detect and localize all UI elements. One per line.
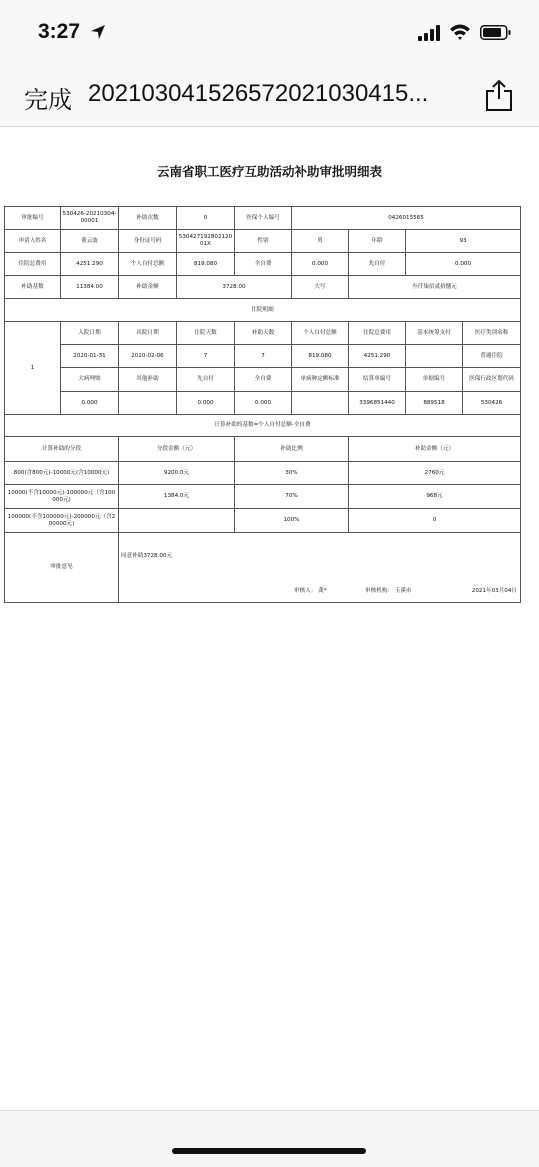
battery-icon xyxy=(480,25,512,40)
opinion-text: 同意补助3728.00元 xyxy=(121,553,173,559)
calc-header-row xyxy=(5,437,521,462)
calc-header: 补助比例 xyxy=(235,437,349,462)
detail-cell: 4251.290 xyxy=(349,345,406,368)
opinion-cell xyxy=(119,533,521,603)
value-insure-no: 0426015565 xyxy=(292,207,521,230)
info-row-4 xyxy=(5,276,521,299)
location-arrow-icon xyxy=(90,24,106,40)
detail-header: 医疗类别名称 xyxy=(463,322,521,345)
calc-cell: 70% xyxy=(235,485,349,509)
done-button[interactable]: 完成 xyxy=(24,86,72,114)
document-viewer[interactable] xyxy=(0,127,539,1110)
value-self-total: 819.080 xyxy=(177,253,235,276)
calc-cell: 9200.0元 xyxy=(119,462,235,485)
label-insure-no: 医保个人编号 xyxy=(235,207,292,230)
detail-header-row-2 xyxy=(5,368,521,392)
label-times: 补助次数 xyxy=(119,207,177,230)
calc-title-row xyxy=(5,415,521,437)
calc-row xyxy=(5,462,521,485)
document-title: 202103041526572021030415... xyxy=(88,80,429,107)
value-gender: 男 xyxy=(292,230,349,253)
detail-cell xyxy=(406,345,463,368)
calc-row xyxy=(5,485,521,509)
share-icon[interactable] xyxy=(484,78,514,112)
detail-cell: 0.000 xyxy=(177,392,235,415)
detail-value-row-2 xyxy=(5,392,521,415)
nav-bar xyxy=(0,66,539,127)
calc-row xyxy=(5,509,521,533)
info-row-2 xyxy=(5,230,521,253)
detail-header: 住院天数 xyxy=(177,322,235,345)
detail-header: 补助天数 xyxy=(235,322,292,345)
detail-header: 结算单编号 xyxy=(349,368,406,392)
detail-cell xyxy=(292,392,349,415)
label-amount: 补助金额 xyxy=(119,276,177,299)
form-title: 云南省职工医疗互助活动补助审批明细表 xyxy=(156,164,382,179)
calc-header: 计算补助的分段 xyxy=(5,437,119,462)
opinion-reviewer: 审核人： 龚* xyxy=(294,588,327,594)
value-times: 0 xyxy=(177,207,235,230)
detail-value-row-1 xyxy=(5,345,521,368)
calc-cell: 2760元 xyxy=(349,462,521,485)
detail-cell: 2020-01-31 xyxy=(61,345,119,368)
calc-cell: 100% xyxy=(235,509,349,533)
label-gender: 性别 xyxy=(235,230,292,253)
detail-header: 单据编号 xyxy=(406,368,463,392)
value-name: 董云波 xyxy=(61,230,119,253)
value-base: 11384.00 xyxy=(61,276,119,299)
detail-header-row-1 xyxy=(5,322,521,345)
calc-cell: 0 xyxy=(349,509,521,533)
detail-header: 出院日期 xyxy=(119,322,177,345)
label-first-self: 先自付 xyxy=(349,253,406,276)
detail-cell: 0.000 xyxy=(235,392,292,415)
detail-cell: 889518 xyxy=(406,392,463,415)
label-name: 申请人姓名 xyxy=(5,230,61,253)
detail-header: 住院总费用 xyxy=(349,322,406,345)
value-first-self: 0.000 xyxy=(406,253,521,276)
value-approval-no: 530426-20210304-00001 xyxy=(61,207,119,230)
label-total-fee: 住院总费用 xyxy=(5,253,61,276)
cellular-signal-icon xyxy=(418,25,442,41)
label-id: 身份证号码 xyxy=(119,230,177,253)
detail-header: 先自付 xyxy=(177,368,235,392)
bottom-toolbar xyxy=(0,1110,539,1167)
label-approval-no: 审批编号 xyxy=(5,207,61,230)
detail-header: 基本统筹支付 xyxy=(406,322,463,345)
opinion-row xyxy=(5,533,521,603)
detail-index: 1 xyxy=(5,322,61,415)
calc-header: 分段金额（元） xyxy=(119,437,235,462)
detail-header: 入院日期 xyxy=(61,322,119,345)
opinion-org: 审核机构： 玉溪市 xyxy=(365,588,412,594)
detail-cell: 7 xyxy=(235,345,292,368)
label-age: 年龄 xyxy=(349,230,406,253)
approval-table xyxy=(4,206,521,603)
label-self-total: 个人自付总额 xyxy=(119,253,177,276)
calc-header: 补助金额（元） xyxy=(349,437,521,462)
detail-cell: 0.000 xyxy=(61,392,119,415)
value-total-fee: 4251.290 xyxy=(61,253,119,276)
detail-header: 单病种定额标准 xyxy=(292,368,349,392)
detail-cell: 3396851440 xyxy=(349,392,406,415)
detail-header: 医保行政区划代码 xyxy=(463,368,521,392)
status-time: 3:27 xyxy=(38,20,81,43)
home-indicator[interactable] xyxy=(172,1148,366,1154)
detail-cell: 530426 xyxy=(463,392,521,415)
info-row-3 xyxy=(5,253,521,276)
calc-cell: 100000(不含100000元)-200000元（含200000元) xyxy=(5,509,119,533)
value-upper: 叁仟柒佰贰拾捌元 xyxy=(349,276,521,299)
calc-cell: 30% xyxy=(235,462,349,485)
detail-header: 其他补助 xyxy=(119,368,177,392)
value-amount: 3728.00 xyxy=(177,276,292,299)
detail-header: 大病理赔 xyxy=(61,368,119,392)
detail-header: 全自费 xyxy=(235,368,292,392)
calc-cell: 1384.0元 xyxy=(119,485,235,509)
detail-cell: 2020-02-06 xyxy=(119,345,177,368)
value-age: 93 xyxy=(406,230,521,253)
label-base: 补助基数 xyxy=(5,276,61,299)
detail-section-title: 住院明细 xyxy=(5,299,521,322)
label-upper: 大写 xyxy=(292,276,349,299)
info-row-1 xyxy=(5,207,521,230)
detail-header: 个人自付总额 xyxy=(292,322,349,345)
detail-section-row xyxy=(5,299,521,322)
calc-cell xyxy=(119,509,235,533)
label-all-self: 全自费 xyxy=(235,253,292,276)
calc-title: 计算补助的基数=个人自付总额-全自费 xyxy=(5,415,521,437)
detail-cell: 普通住院 xyxy=(463,345,521,368)
detail-cell: 7 xyxy=(177,345,235,368)
value-id: 53042719280212001X xyxy=(177,230,235,253)
calc-cell: 800(含800元)-10000元(含10000元) xyxy=(5,462,119,485)
value-all-self: 0.000 xyxy=(292,253,349,276)
status-bar xyxy=(0,0,539,66)
calc-cell: 968元 xyxy=(349,485,521,509)
opinion-date: 2021年03月04日 xyxy=(471,588,518,594)
opinion-label: 审批意见 xyxy=(5,533,119,603)
detail-cell xyxy=(119,392,177,415)
wifi-icon xyxy=(449,23,471,41)
calc-cell: 10000(不含10000元)-100000元（含100000元) xyxy=(5,485,119,509)
detail-cell: 819.080 xyxy=(292,345,349,368)
